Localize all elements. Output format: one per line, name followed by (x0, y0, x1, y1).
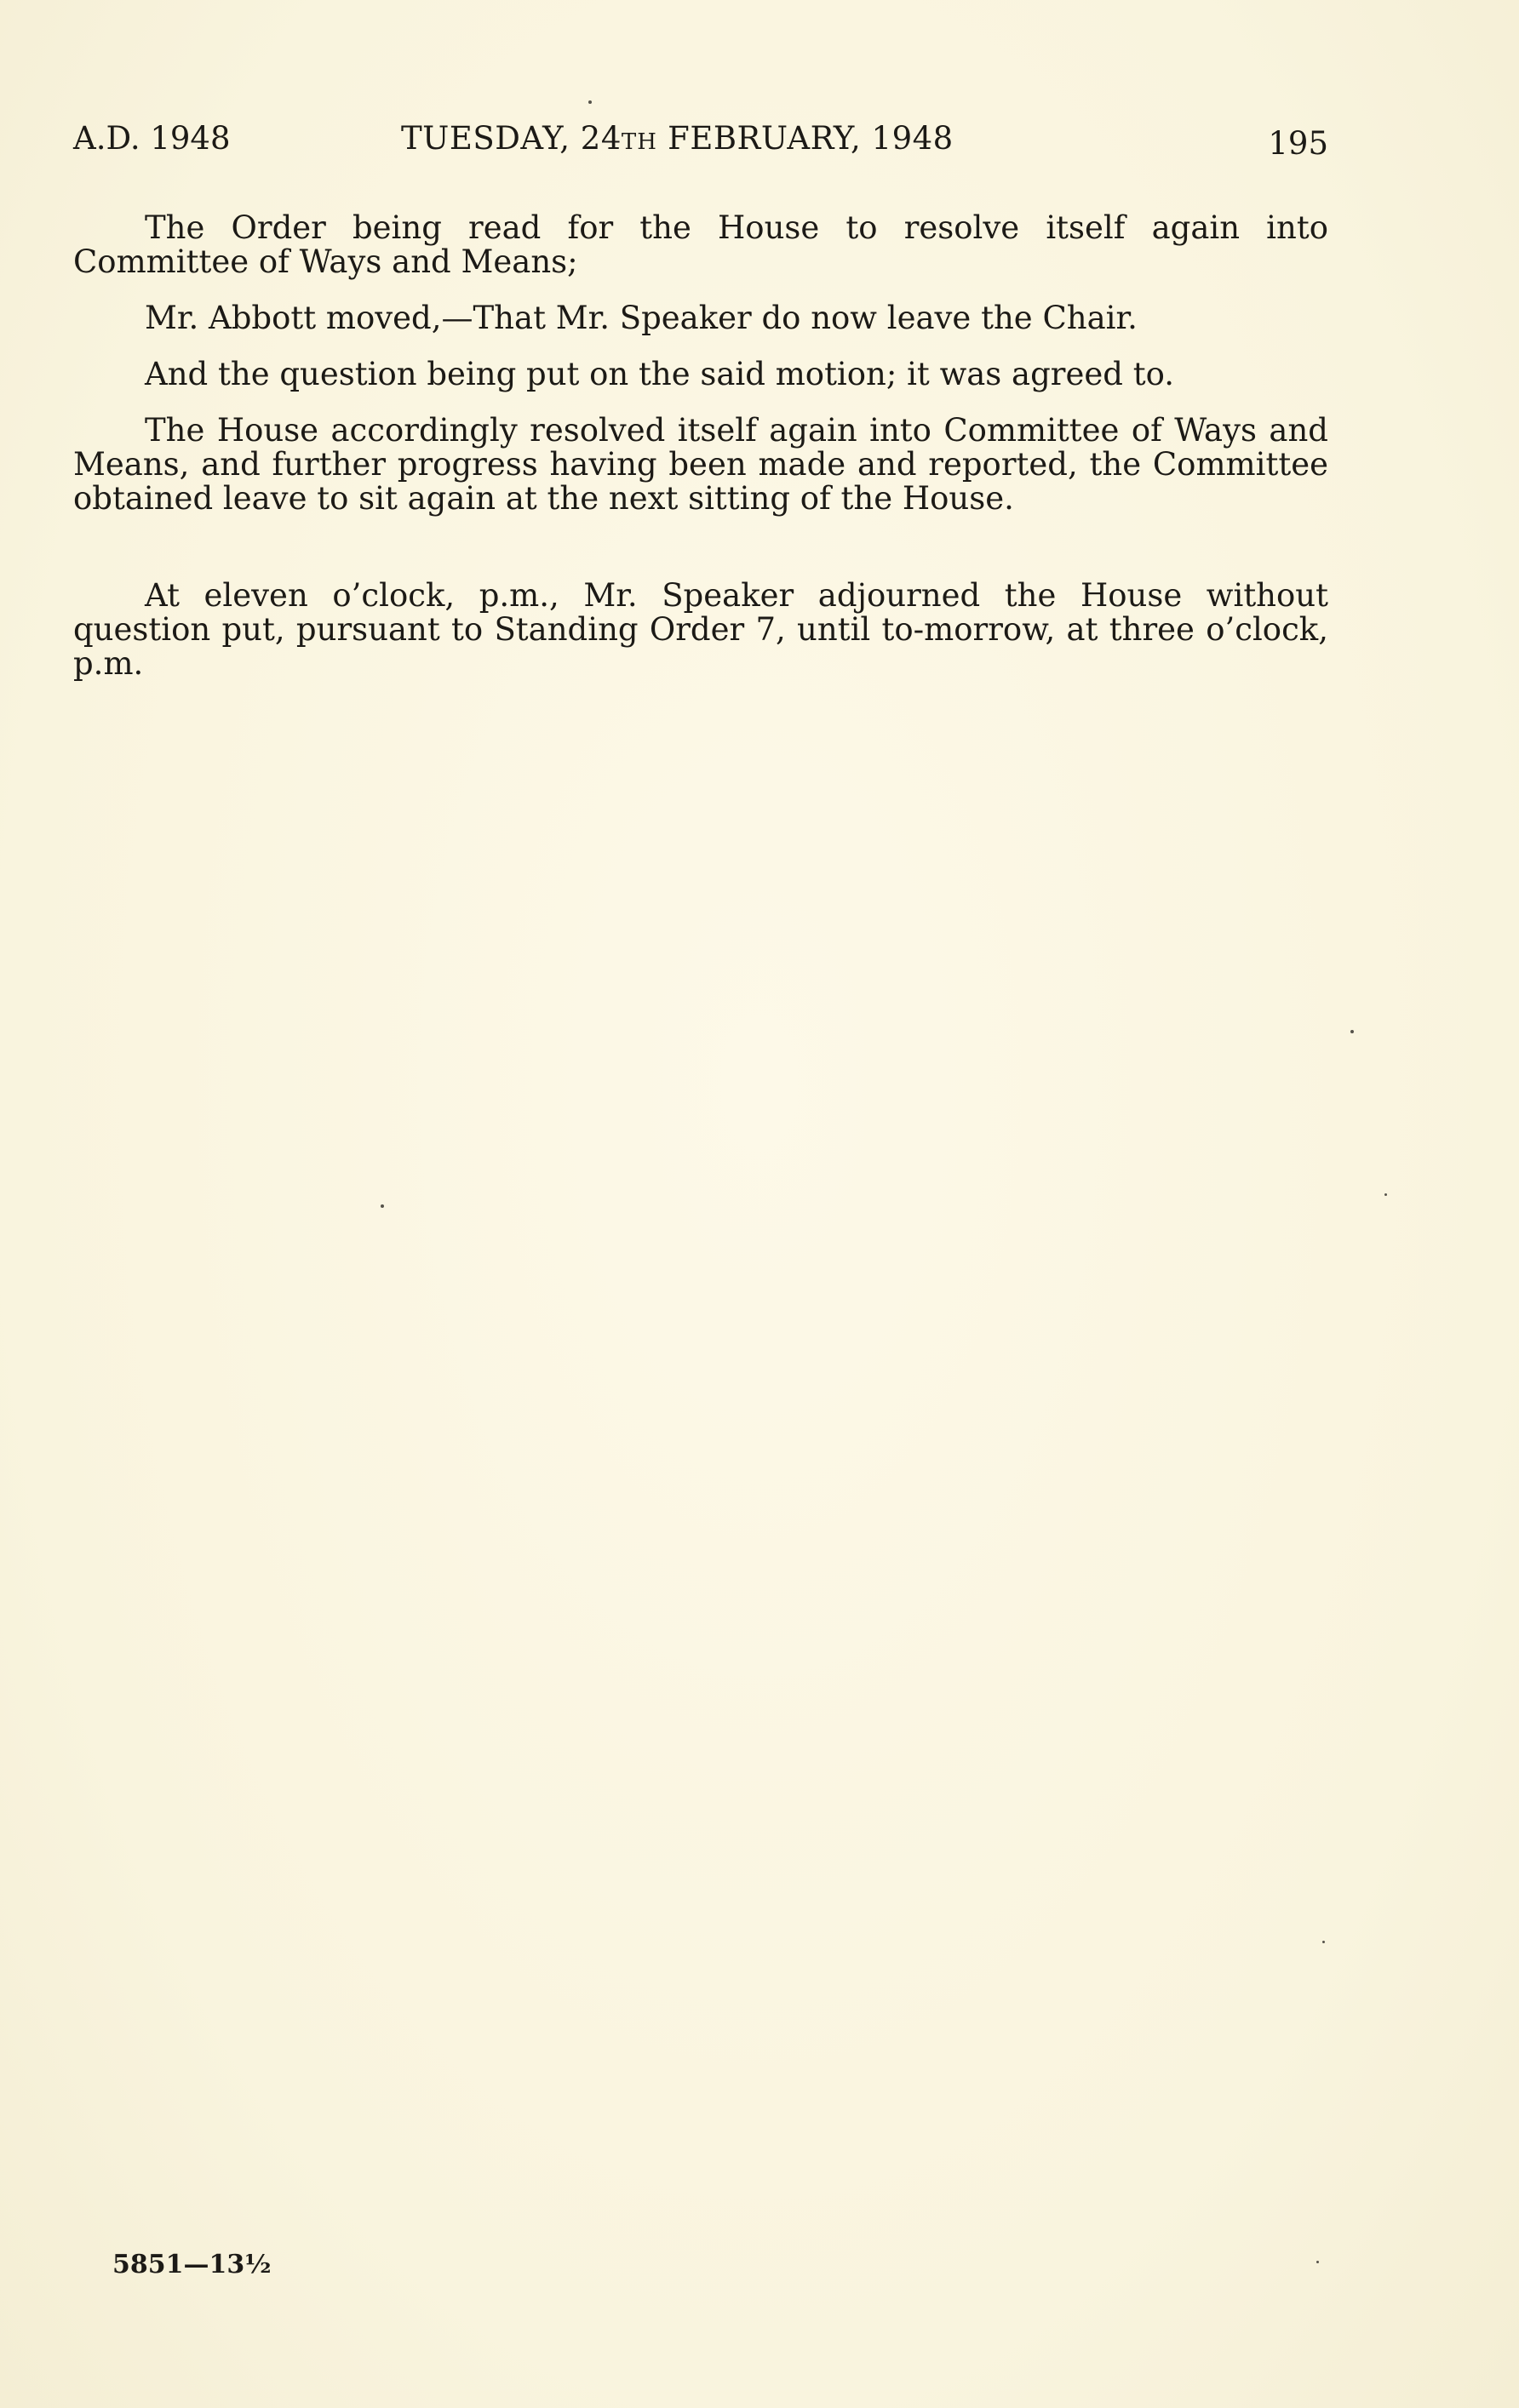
paper-speck (588, 100, 592, 104)
paper-speck (1384, 1193, 1387, 1196)
header-date-ordinal: TH (621, 129, 657, 155)
header-year: A.D. 1948 (73, 120, 231, 157)
paragraph-motion: Mr. Abbott moved,—That Mr. Speaker do now leave the Chair. (145, 300, 1138, 336)
running-header (73, 117, 1328, 160)
header-date (401, 117, 954, 163)
paragraph-committee-progress: The House accordingly resolved itself again into Committee of Ways and Means, and further progress having been made and reported, the Committee obtained leave to sit again at the next sitting of the House. (73, 412, 1328, 517)
paragraph-adjournment: At eleven o’clock, p.m., Mr. Speaker adjourned the House without question put, pursuant to Standing Order 7, until to-morrow, at three o’clock, p.m. (73, 577, 1328, 682)
paragraph-order-read: The Order being read for the House to resolve itself again into Committee of Ways and Means; (73, 209, 1328, 280)
paper-speck (381, 1204, 384, 1208)
header-date-pre: TUESDAY, 24 (401, 120, 622, 157)
journal-body (73, 211, 1328, 681)
printer-signature-code: 5851—13½ (112, 2250, 272, 2279)
paper-speck (1350, 1030, 1354, 1033)
header-date-post: FEBRUARY, 1948 (656, 120, 954, 157)
page-number: 195 (1268, 125, 1328, 162)
paper-speck (1322, 1941, 1325, 1943)
paper-speck (1316, 2261, 1319, 2263)
paragraph-question-agreed: And the question being put on the said motion; it was agreed to. (145, 356, 1174, 392)
